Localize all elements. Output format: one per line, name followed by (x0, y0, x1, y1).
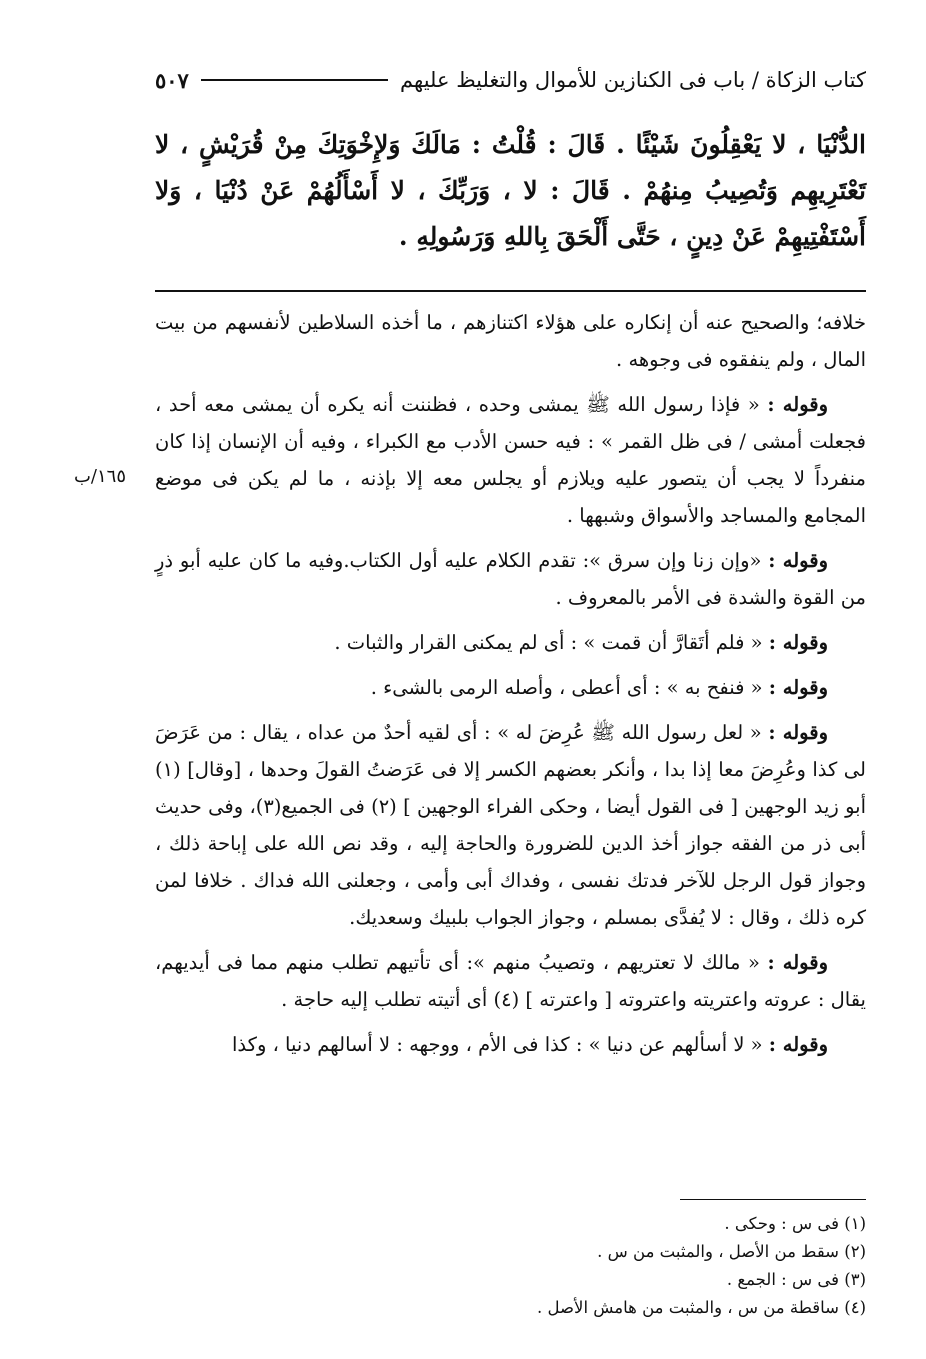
paragraph-keyword: وقوله : (768, 1033, 828, 1056)
paragraph-text: « فإذا رسول الله ﷺ يمشى وحده ، فظننت أنه يكره أن يمشى معه أحد ، فجعلت أمشى / فى ظل القمر » : فيه حسن الأدب مع الكبراء ، وفيه أن الإنسان إذا كان منفرداً لا يجب أن يتصور عليه ويلازم أو يجلس معه إلا بإذنه ، ما لم يكن فى موضع المجامع والمساجد والأسواق وشبهها . (155, 393, 866, 527)
hadith-text: الدُّنْيَا ، لا يَعْقِلُونَ شَيْئًا . قَالَ : قُلْتُ : مَالَكَ وَلإِخْوَتِكَ مِنْ قُرَيْشٍ ، لا تَعْتَرِيهِم وَتُصِيبُ مِنهُمْ . قَالَ : لا ، وَرَبِّكَ ، لا أَسْأَلُهُمْ عَنْ دُنْيَا ، وَلا أَسْتَفْتِيهِمْ عَنْ دِينٍ ، حَتَّى أَلْحَقَ بِاللهِ وَرَسُولِهِ . (155, 130, 866, 251)
section-divider (155, 290, 866, 292)
paragraph-text: « فنفح به » : أى أعطى ، وأصله الرمى بالشىء . (370, 676, 763, 699)
paragraph-keyword: وقوله : (768, 549, 828, 572)
commentary-paragraph (155, 944, 866, 1018)
paragraph-keyword: وقوله : (768, 676, 828, 699)
paragraph-text: خلافه؛ والصحيح عنه أن إنكاره على هؤلاء اكتنازهم ، ما أخذه السلاطين لأنفسهم من بيت المال ، ولم ينفقوه فى وجوهه . (155, 311, 866, 371)
paragraph-text: « فلم أتَقارَّ أن قمت » : أى لم يمكنى القرار والثبات . (334, 631, 763, 654)
footnotes (155, 1210, 866, 1322)
running-header (155, 62, 866, 98)
paragraph-keyword: وقوله : (768, 721, 828, 744)
paragraph-keyword: وقوله : (768, 631, 828, 654)
paragraph-keyword: وقوله : (767, 951, 828, 974)
paragraph-text: « لا أسألهم عن دنيا » : كذا فى الأم ، ووجهه : لا أسالهم دنيا ، وكذا (232, 1033, 763, 1056)
commentary-paragraph (155, 386, 866, 534)
paragraph-keyword: وقوله : (767, 393, 829, 416)
page-number: ٥٠٧ (155, 67, 189, 93)
commentary-paragraph (155, 624, 866, 661)
footnote: (٤) ساقطة من س ، والمثبت من هامش الأصل . (537, 1298, 866, 1317)
manuscript-folio-note: ١٦٥/ب (73, 466, 127, 487)
commentary-paragraph (155, 714, 866, 936)
commentary-paragraph (155, 542, 866, 616)
footnote: (١) فى س : وحكى . (724, 1214, 866, 1233)
footnote: (٣) فى س : الجمع . (726, 1270, 866, 1289)
commentary-paragraph (155, 1026, 866, 1063)
footnote-rule (680, 1199, 866, 1200)
header-rule (201, 79, 388, 81)
paragraph-text: « مالك لا تعتريهم ، وتصيبُ منهم »: أى تأتيهم تطلب منهم مما فى أيديهم، يقال : عروته واعتريته واعتروته [ واعترته ] (٤) أى أتيته تطلب إليه حاجة . (155, 951, 866, 1011)
commentary-paragraph (155, 669, 866, 706)
commentary (155, 304, 866, 1071)
footnote: (٢) سقط من الأصل ، والمثبت من س . (597, 1242, 866, 1261)
commentary-paragraph (155, 304, 866, 378)
paragraph-text: « لعل رسول الله ﷺ عُرِضَ له » : أى لقيه أحدٌ من عداه ، يقال : من عَرَضَ لى كذا وعُرِضَ معا إذا بدا ، وأنكر بعضهم الكسر إلا فى عَرَضتُ القولَ وحدها ، [وقال] (١) أبو زيد الوجهين [ فى القول أيضا ، وحكى الفراء الوجهين ] (٢) فى الجميع(٣)، وفى حديث أبى ذر من الفقه جواز أخذ الدين للضرورة والحاجة إليه ، وقد نص الله على إباحة ذلك ، وجواز قول الرجل للآخر فدتك نفسى ، وفداك أبى وأمى ، وجعلنى الله فداك . خلافا لمن كره ذلك ، وقال : لا يُفدَّى بمسلم ، وجواز الجواب بلبيك وسعديك. (155, 721, 866, 929)
paragraph-text: «وإن زنا وإن سرق »: تقدم الكلام عليه أول الكتاب.وفيه ما كان عليه أبو ذرٍ من القوة والشدة فى الأمر بالمعروف . (155, 549, 866, 609)
chapter-title: كتاب الزكاة / باب فى الكنازين للأموال والتغليظ عليهم (400, 68, 866, 92)
